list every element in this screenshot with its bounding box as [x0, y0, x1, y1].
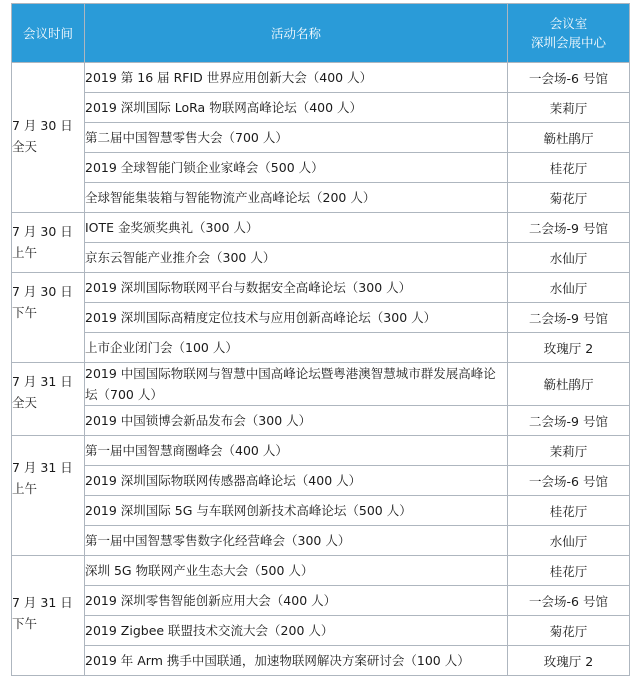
table-row [12, 303, 630, 333]
header-room [508, 4, 630, 63]
table-row [12, 183, 630, 213]
time-period: 全天 [12, 395, 38, 410]
time-cell [12, 436, 85, 556]
activity-name: 2019 深圳国际 5G 与车联网创新技术高峰论坛（500 人） [85, 496, 508, 526]
header-activity: 活动名称 [85, 4, 508, 63]
table-row [12, 436, 630, 466]
room-name: 二会场-9 号馆 [508, 213, 630, 243]
room-name: 簕杜鹃厅 [508, 123, 630, 153]
room-name: 二会场-9 号馆 [508, 406, 630, 436]
activity-name: 2019 深圳零售智能创新应用大会（400 人） [85, 586, 508, 616]
activity-name: 2019 深圳国际 LoRa 物联网高峰论坛（400 人） [85, 93, 508, 123]
room-name: 一会场-6 号馆 [508, 586, 630, 616]
table-row [12, 556, 630, 586]
time-date: 7 月 30 日 [12, 284, 73, 299]
time-cell [12, 363, 85, 436]
room-name: 茉莉厅 [508, 436, 630, 466]
room-name: 菊花厅 [508, 183, 630, 213]
table-row [12, 466, 630, 496]
time-period: 全天 [12, 139, 38, 154]
time-period: 下午 [12, 616, 38, 631]
activity-name: 2019 第 16 届 RFID 世界应用创新大会（400 人） [85, 63, 508, 93]
activity-name: 2019 中国国际物联网与智慧中国高峰论坛暨粤港澳智慧城市群发展高峰论坛（700 人） [85, 363, 508, 406]
room-name: 水仙厅 [508, 273, 630, 303]
time-cell [12, 213, 85, 273]
conference-schedule-table [11, 3, 630, 676]
activity-name: 2019 Zigbee 联盟技术交流大会（200 人） [85, 616, 508, 646]
time-date: 7 月 30 日 [12, 118, 73, 133]
activity-name: IOTE 金奖颁奖典礼（300 人） [85, 213, 508, 243]
header-row [12, 4, 630, 63]
activity-name: 2019 深圳国际物联网平台与数据安全高峰论坛（300 人） [85, 273, 508, 303]
time-date: 7 月 31 日 [12, 374, 73, 389]
header-room-line1: 会议室 [549, 16, 588, 31]
table-row [12, 63, 630, 93]
activity-name: 2019 年 Arm 携手中国联通，加速物联网解决方案研讨会（100 人） [85, 646, 508, 676]
table-row [12, 406, 630, 436]
activity-name: 第一届中国智慧零售数字化经营峰会（300 人） [85, 526, 508, 556]
room-name: 茉莉厅 [508, 93, 630, 123]
table-row [12, 243, 630, 273]
room-name: 簕杜鹃厅 [508, 363, 630, 406]
time-period: 上午 [12, 481, 38, 496]
table-row [12, 646, 630, 676]
table-row [12, 333, 630, 363]
room-name: 水仙厅 [508, 243, 630, 273]
time-cell [12, 63, 85, 213]
table-row [12, 586, 630, 616]
room-name: 桂花厅 [508, 556, 630, 586]
table-row [12, 123, 630, 153]
table-row [12, 153, 630, 183]
room-name: 玫瑰厅 2 [508, 646, 630, 676]
activity-name: 深圳 5G 物联网产业生态大会（500 人） [85, 556, 508, 586]
time-cell [12, 556, 85, 676]
activity-name: 2019 中国锁博会新品发布会（300 人） [85, 406, 508, 436]
activity-name: 第二届中国智慧零售大会（700 人） [85, 123, 508, 153]
header-time: 会议时间 [12, 4, 85, 63]
table-row [12, 496, 630, 526]
activity-name: 2019 深圳国际物联网传感器高峰论坛（400 人） [85, 466, 508, 496]
time-date: 7 月 30 日 [12, 224, 73, 239]
time-cell [12, 273, 85, 363]
time-date: 7 月 31 日 [12, 595, 73, 610]
room-name: 菊花厅 [508, 616, 630, 646]
table-row [12, 526, 630, 556]
activity-name: 2019 全球智能门锁企业家峰会（500 人） [85, 153, 508, 183]
time-period: 下午 [12, 305, 38, 320]
activity-name: 上市企业闭门会（100 人） [85, 333, 508, 363]
room-name: 水仙厅 [508, 526, 630, 556]
activity-name: 全球智能集装箱与智能物流产业高峰论坛（200 人） [85, 183, 508, 213]
room-name: 一会场-6 号馆 [508, 466, 630, 496]
activity-name: 2019 深圳国际高精度定位技术与应用创新高峰论坛（300 人） [85, 303, 508, 333]
table-row [12, 213, 630, 243]
room-name: 玫瑰厅 2 [508, 333, 630, 363]
room-name: 桂花厅 [508, 153, 630, 183]
table-row [12, 273, 630, 303]
time-date: 7 月 31 日 [12, 460, 73, 475]
header-room-line2: 深圳会展中心 [530, 35, 606, 50]
time-period: 上午 [12, 245, 38, 260]
activity-name: 京东云智能产业推介会（300 人） [85, 243, 508, 273]
table-row [12, 93, 630, 123]
room-name: 桂花厅 [508, 496, 630, 526]
room-name: 二会场-9 号馆 [508, 303, 630, 333]
table-row [12, 616, 630, 646]
table-row [12, 363, 630, 406]
room-name: 一会场-6 号馆 [508, 63, 630, 93]
activity-name: 第一届中国智慧商圈峰会（400 人） [85, 436, 508, 466]
